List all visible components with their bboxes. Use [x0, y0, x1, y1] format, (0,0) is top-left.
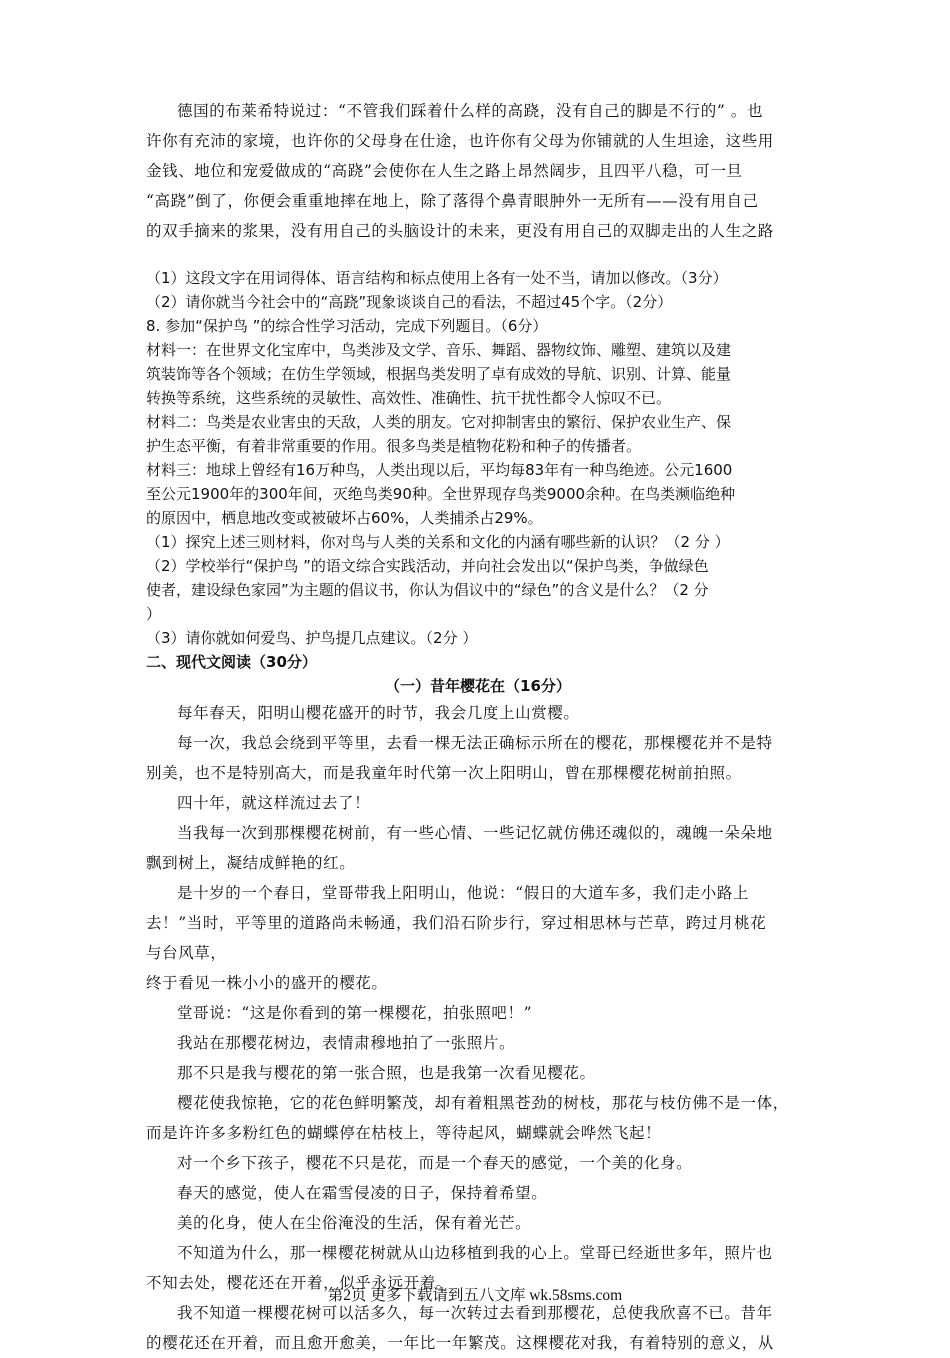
material-line: 至公元1900年的300年间，灭绝鸟类90种。全世界现存鸟类9000余种。在鸟类濒临绝种: [146, 485, 736, 503]
question-line: 使者，建设绿色家园”为主题的倡议书，你认为倡议中的“绿色”的含义是什么？（2 分: [146, 581, 709, 599]
document-page: [146, 96, 810, 1358]
article-line: 不知去处，樱花还在开着，似乎永远开着。: [146, 1274, 452, 1292]
article-line: 堂哥说：“这是你看到的第一棵樱花，拍张照吧！”: [177, 1004, 533, 1022]
intro-line: 的双手摘来的浆果，没有用自己的头脑设计的未来，更没有用自己的双脚走出的人生之路: [146, 222, 774, 240]
q8-material-1: [146, 338, 810, 410]
article-body: [146, 698, 810, 1358]
section-heading: 二、现代文阅读（30分）: [146, 653, 317, 671]
intro-line: 德国的布莱希特说过：“不管我们踩着什么样的高跷，没有自己的脚是不行的” 。也: [177, 102, 764, 120]
q7-sub1: （1）这段文字在用词得体、语言结构和标点使用上各有一处不当，请加以修改。（3分）: [146, 269, 728, 287]
article-line: 去！”当时，平等里的道路尚未畅通，我们沿石阶步行，穿过相思林与芒草，跨过月桃花: [146, 914, 767, 932]
material-line: 转换等系统，这些系统的灵敏性、高效性、准确性、抗干扰性都令人惊叹不已。: [146, 389, 672, 407]
intro-line: 许你有充沛的家境，也许你的父母身在仕途，也许你有父母为你铺就的人生坦途，这些用: [146, 132, 774, 150]
article-line: 终于看见一株小小的盛开的樱花。: [146, 974, 388, 992]
article-line: 每一次，我总会绕到平等里，去看一棵无法正确标示所在的樱花，那棵樱花并不是特: [177, 734, 773, 752]
article-line: 每年春天，阳明山樱花盛开的时节，我会几度上山赏樱。: [177, 704, 580, 722]
article-line: 当我每一次到那棵樱花树前，有一些心情、一些记忆就仿佛还魂似的，魂魄一朵朵地: [177, 824, 773, 842]
article-line: 的樱花还在开着，而且愈开愈美，一年比一年繁茂。这棵樱花对我，有着特别的意义，从: [146, 1334, 774, 1352]
article-line: 而是许许多多粉红色的蝴蝶停在枯枝上，等待起风，蝴蝶就会哗然飞起！: [146, 1124, 662, 1142]
intro-line: 金钱、地位和宠爱做成的“高跷”会使你在人生之路上昂然阔步，且四平八稳，可一旦: [146, 162, 743, 180]
article-line: 我站在那樱花树边，表情肃穆地拍了一张照片。: [177, 1034, 516, 1052]
article-line: 与台风草，: [146, 944, 227, 962]
material-line: 护生态平衡，有着非常重要的作用。很多鸟类是植物花粉和种子的传播者。: [146, 437, 642, 455]
article-title: （一）昔年樱花在（16分）: [385, 677, 571, 695]
article-line: 那不只是我与樱花的第一张合照，也是我第一次看见樱花。: [177, 1064, 596, 1082]
page-footer: 第2页 更多下载请到五八文库 wk.58sms.com: [327, 1287, 623, 1304]
q8-sub1: （1）探究上述三则材料，你对鸟与人类的关系和文化的内涵有哪些新的认识？（2 分 ）: [146, 533, 730, 551]
material-line: 的原因中，栖息地改变或被破坏占60%，人类捕杀占29%。: [146, 509, 543, 527]
article-line: 四十年，就这样流过去了！: [177, 794, 371, 812]
spacer: [146, 246, 810, 266]
article-line: 樱花使我惊艳，它的花色鲜明繁茂，却有着粗黑苍劲的树枝，那花与枝仿佛不是一体，: [177, 1094, 789, 1112]
intro-line: “高跷”倒了，你便会重重地摔在地上，除了落得个鼻青眼肿外一无所有——没有用自己: [146, 192, 759, 210]
material-line: 材料一：在世界文化宝库中，鸟类涉及文学、音乐、舞蹈、器物纹饰、雕塑、建筑以及建: [146, 341, 732, 359]
q8-sub2: [146, 554, 810, 626]
article-line: 别美，也不是特别高大，而是我童年时代第一次上阳明山，曾在那棵樱花树前拍照。: [146, 764, 742, 782]
intro-passage: [146, 96, 810, 246]
article-line: 飘到树上，凝结成鲜艳的红。: [146, 854, 356, 872]
q8-sub3: （3）请你就如何爱鸟、护鸟提几点建议。（2分 ）: [146, 629, 478, 647]
material-line: 材料二：鸟类是农业害虫的天敌，人类的朋友。它对抑制害虫的繁衍、保护农业生产、保: [146, 413, 732, 431]
q8-title: 8. 参加“保护鸟 ”的综合性学习活动，完成下列题目。（6分）: [146, 317, 548, 335]
question-line: （2）学校举行“保护鸟 ”的语文综合实践活动，并向社会发出以“保护鸟类，争做绿色: [146, 557, 709, 575]
article-line: 春天的感觉，使人在霜雪侵凌的日子，保持着希望。: [177, 1184, 548, 1202]
article-line: 对一个乡下孩子，樱花不只是花，而是一个春天的感觉，一个美的化身。: [177, 1154, 693, 1172]
article-line: 不知道为什么，那一棵樱花树就从山边移植到我的心上。堂哥已经逝世多年，照片也: [177, 1244, 773, 1262]
article-line: 是十岁的一个春日，堂哥带我上阳明山，他说：“假日的大道车多，我们走小路上: [177, 884, 750, 902]
material-line: 材料三：地球上曾经有16万种鸟，人类出现以后，平均每83年有一种鸟绝迹。公元1600: [146, 461, 733, 479]
material-line: 筑装饰等各个领域；在仿生学领域，根据鸟类发明了卓有成效的导航、识别、计算、能量: [146, 365, 732, 383]
q7-sub2: （2）请你就当今社会中的“高跷”现象谈谈自己的看法，不超过45个字。（2分）: [146, 293, 673, 311]
article-line: 美的化身，使人在尘俗淹没的生活，保有着光芒。: [177, 1214, 532, 1232]
q8-material-2: [146, 410, 810, 458]
q8-material-3: [146, 458, 810, 530]
article-line: 我不知道一棵樱花树可以活多久，每一次转过去看到那樱花，总使我欣喜不已。昔年: [177, 1304, 773, 1322]
question-line: ）: [146, 605, 162, 623]
